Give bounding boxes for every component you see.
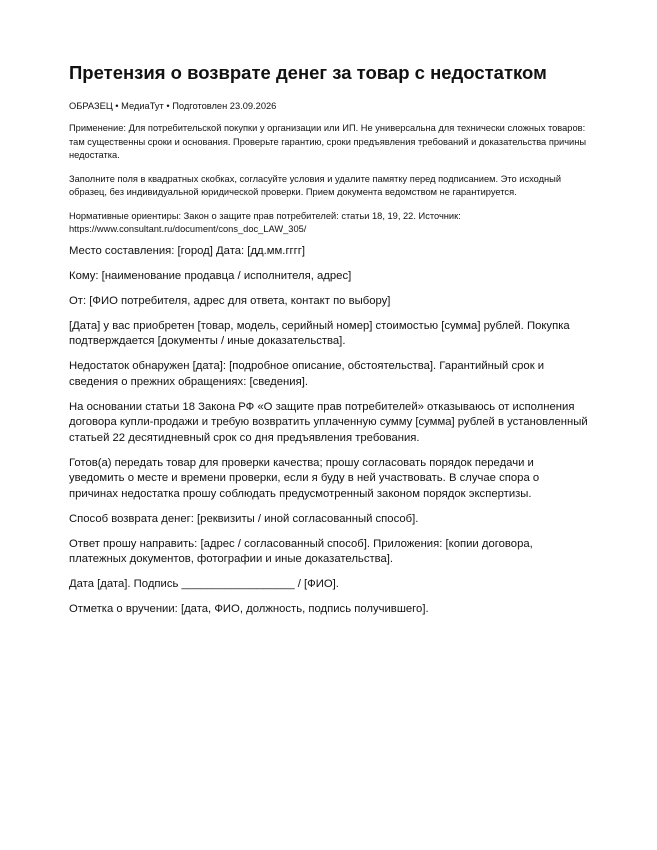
paragraph-recipient: Кому: [наименование продавца / исполнителя, адрес] xyxy=(69,269,352,282)
document-body xyxy=(69,244,591,618)
paragraph-sender: От: [ФИО потребителя, адрес для ответа, контакт по выбору] xyxy=(69,294,391,307)
note-legal-references: Нормативные ориентиры: Закон о защите прав потребителей: статьи 18, 19, 22. Источник: https://www.consultant.ru/document/cons_doc_LAW_305/ xyxy=(69,210,461,234)
note-instructions: Заполните поля в квадратных скобках, согласуйте условия и удалите памятку перед подписанием. Это исходный образец, без индивидуальной юридической проверки. Прием документа ведомством не гарантируется. xyxy=(69,173,562,197)
paragraph-place-date: Место составления: [город] Дата: [дд.мм.гггг] xyxy=(69,244,306,257)
paragraph-inspection: Готов(а) передать товар для проверки качества; прошу согласовать порядок передачи и уведомить о месте и времени проверки, если я буду в ней участвовать. В случае спора о причинах недостатка прошу соблюдать предусмотренный законом порядок экспертизы. xyxy=(69,456,540,500)
paragraph-purchase: [Дата] у вас приобретен [товар, модель, серийный номер] стоимостью [сумма] рублей. Покупка подтверждается [документы / иные доказательства]. xyxy=(69,319,570,347)
note-application: Применение: Для потребительской покупки у организации или ИП. Не универсальна для технически сложных товаров: там существенны сроки и основания. Проверьте гарантию, сроки предъявления требований и доказательства причины недостатка. xyxy=(69,123,587,160)
paragraph-response-attachments: Ответ прошу направить: [адрес / согласованный способ]. Приложения: [копии договора, платежных документов, фотографии и иные доказательства]. xyxy=(69,537,533,565)
paragraph-delivery-mark: Отметка о вручении: [дата, ФИО, должность, подпись получившего]. xyxy=(69,603,429,615)
paragraph-demand: На основании статьи 18 Закона РФ «О защите прав потребителей» отказываюсь от исполнения договора купли-продажи и требую возвратить уплаченную сумму [сумма] рублей в установленный статьей 22 десятидневный срок со дня предъявления требования. xyxy=(69,400,588,444)
paragraph-refund-method: Способ возврата денег: [реквизиты / иной согласованный способ]. xyxy=(69,512,419,525)
document-title: Претензия о возврате денег за товар с недостатком xyxy=(69,62,547,83)
document-meta: ОБРАЗЕЦ • МедиаТут • Подготовлен 23.09.2026 xyxy=(69,101,277,111)
paragraph-defect: Недостаток обнаружен [дата]: [подробное описание, обстоятельства]. Гарантийный срок и сведения о прежних обращениях: [сведения]. xyxy=(69,360,545,388)
paragraph-signature: Дата [дата]. Подпись __________________ / [ФИО]. xyxy=(69,578,339,590)
